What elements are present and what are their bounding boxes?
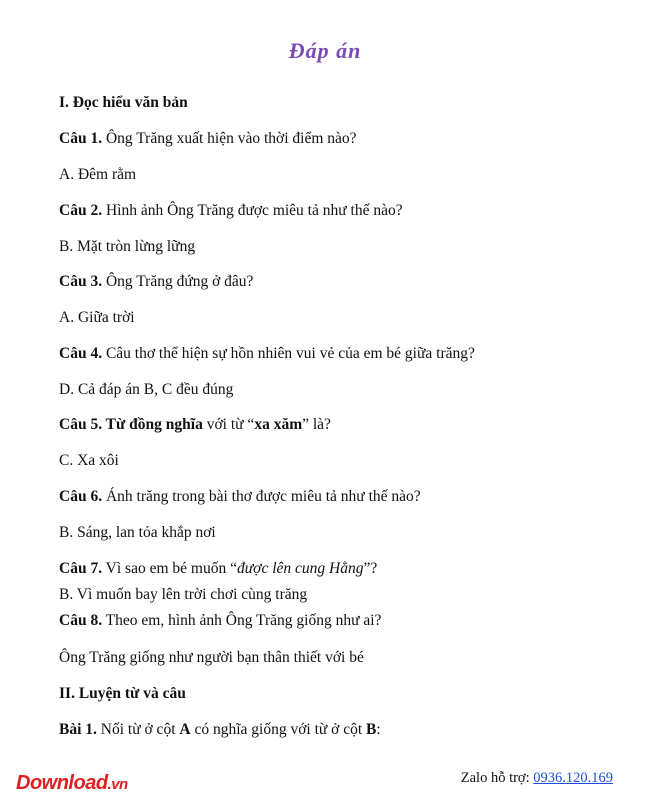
answer-2: B. Mặt tròn lừng lững (59, 238, 196, 255)
exercise-text-end: : (376, 721, 381, 738)
question-4 (59, 344, 475, 364)
section-heading-reading: I. Đọc hiểu văn bản (59, 94, 188, 111)
question-label: Câu 5. Từ đồng nghĩa (59, 416, 203, 433)
logo-main: Download (16, 772, 108, 794)
answer-8: Ông Trăng giống như người bạn thân thiết với bé (59, 649, 364, 666)
answer-5: C. Xa xôi (59, 452, 119, 469)
question-label: Câu 6. (59, 488, 103, 505)
exercise-text-mid: có nghĩa giống với từ ở cột (190, 721, 367, 738)
question-1 (59, 129, 357, 149)
question-2 (59, 201, 403, 221)
answer-4: D. Cả đáp án B, C đều đúng (59, 381, 234, 398)
question-text: với từ “ (202, 416, 255, 433)
question-keyword: xa xăm (254, 416, 303, 433)
answer-6: B. Sáng, lan tỏa khắp nơi (59, 524, 216, 541)
answer-1: A. Đêm rằm (59, 166, 137, 183)
answer-3: A. Giữa trời (59, 309, 135, 326)
answer-7: B. Vì muốn bay lên trời chơi cùng trăng (59, 586, 308, 603)
download-logo[interactable] (16, 772, 128, 795)
column-b-label: B (366, 721, 377, 738)
question-label: Câu 7. (59, 560, 103, 577)
question-5 (59, 415, 331, 435)
question-text: Ánh trăng trong bài thơ được miêu tả như thế nào? (102, 488, 421, 505)
question-6 (59, 487, 421, 507)
exercise-1 (59, 720, 381, 740)
exercise-text: Nối từ ở cột (96, 721, 180, 738)
question-3 (59, 272, 253, 292)
question-text: Ông Trăng đứng ở đâu? (102, 273, 254, 290)
zalo-phone-link[interactable]: 0936.120.169 (533, 770, 613, 786)
question-quote: được lên cung Hằng (236, 560, 364, 577)
question-text-end: ”? (363, 560, 378, 577)
column-a-label: A (179, 721, 191, 738)
question-label: Câu 3. (59, 273, 103, 290)
question-text: Ông Trăng xuất hiện vào thời điểm nào? (102, 130, 357, 147)
question-text: Hình ảnh Ông Trăng được miêu tả như thế nào? (102, 202, 403, 219)
question-text: Vì sao em bé muốn “ (102, 560, 237, 577)
question-label: Câu 1. (59, 130, 103, 147)
zalo-label: Zalo hỗ trợ: (460, 770, 534, 786)
question-label: Câu 2. (59, 202, 103, 219)
page-title: Đáp án (288, 38, 362, 63)
section-heading-vocabulary: II. Luyện từ và câu (59, 685, 186, 702)
question-8 (59, 611, 381, 631)
exercise-label: Bài 1. (59, 721, 97, 738)
question-text: Theo em, hình ảnh Ông Trăng giống như ai? (102, 612, 382, 629)
question-text: Câu thơ thể hiện sự hồn nhiên vui vẻ của em bé giữa trăng? (102, 345, 475, 362)
logo-ext: .vn (107, 776, 128, 793)
question-7 (59, 559, 377, 579)
question-label: Câu 4. (59, 345, 103, 362)
question-label: Câu 8. (59, 612, 103, 629)
zalo-support (461, 770, 613, 787)
question-text-end: ” là? (302, 416, 331, 433)
